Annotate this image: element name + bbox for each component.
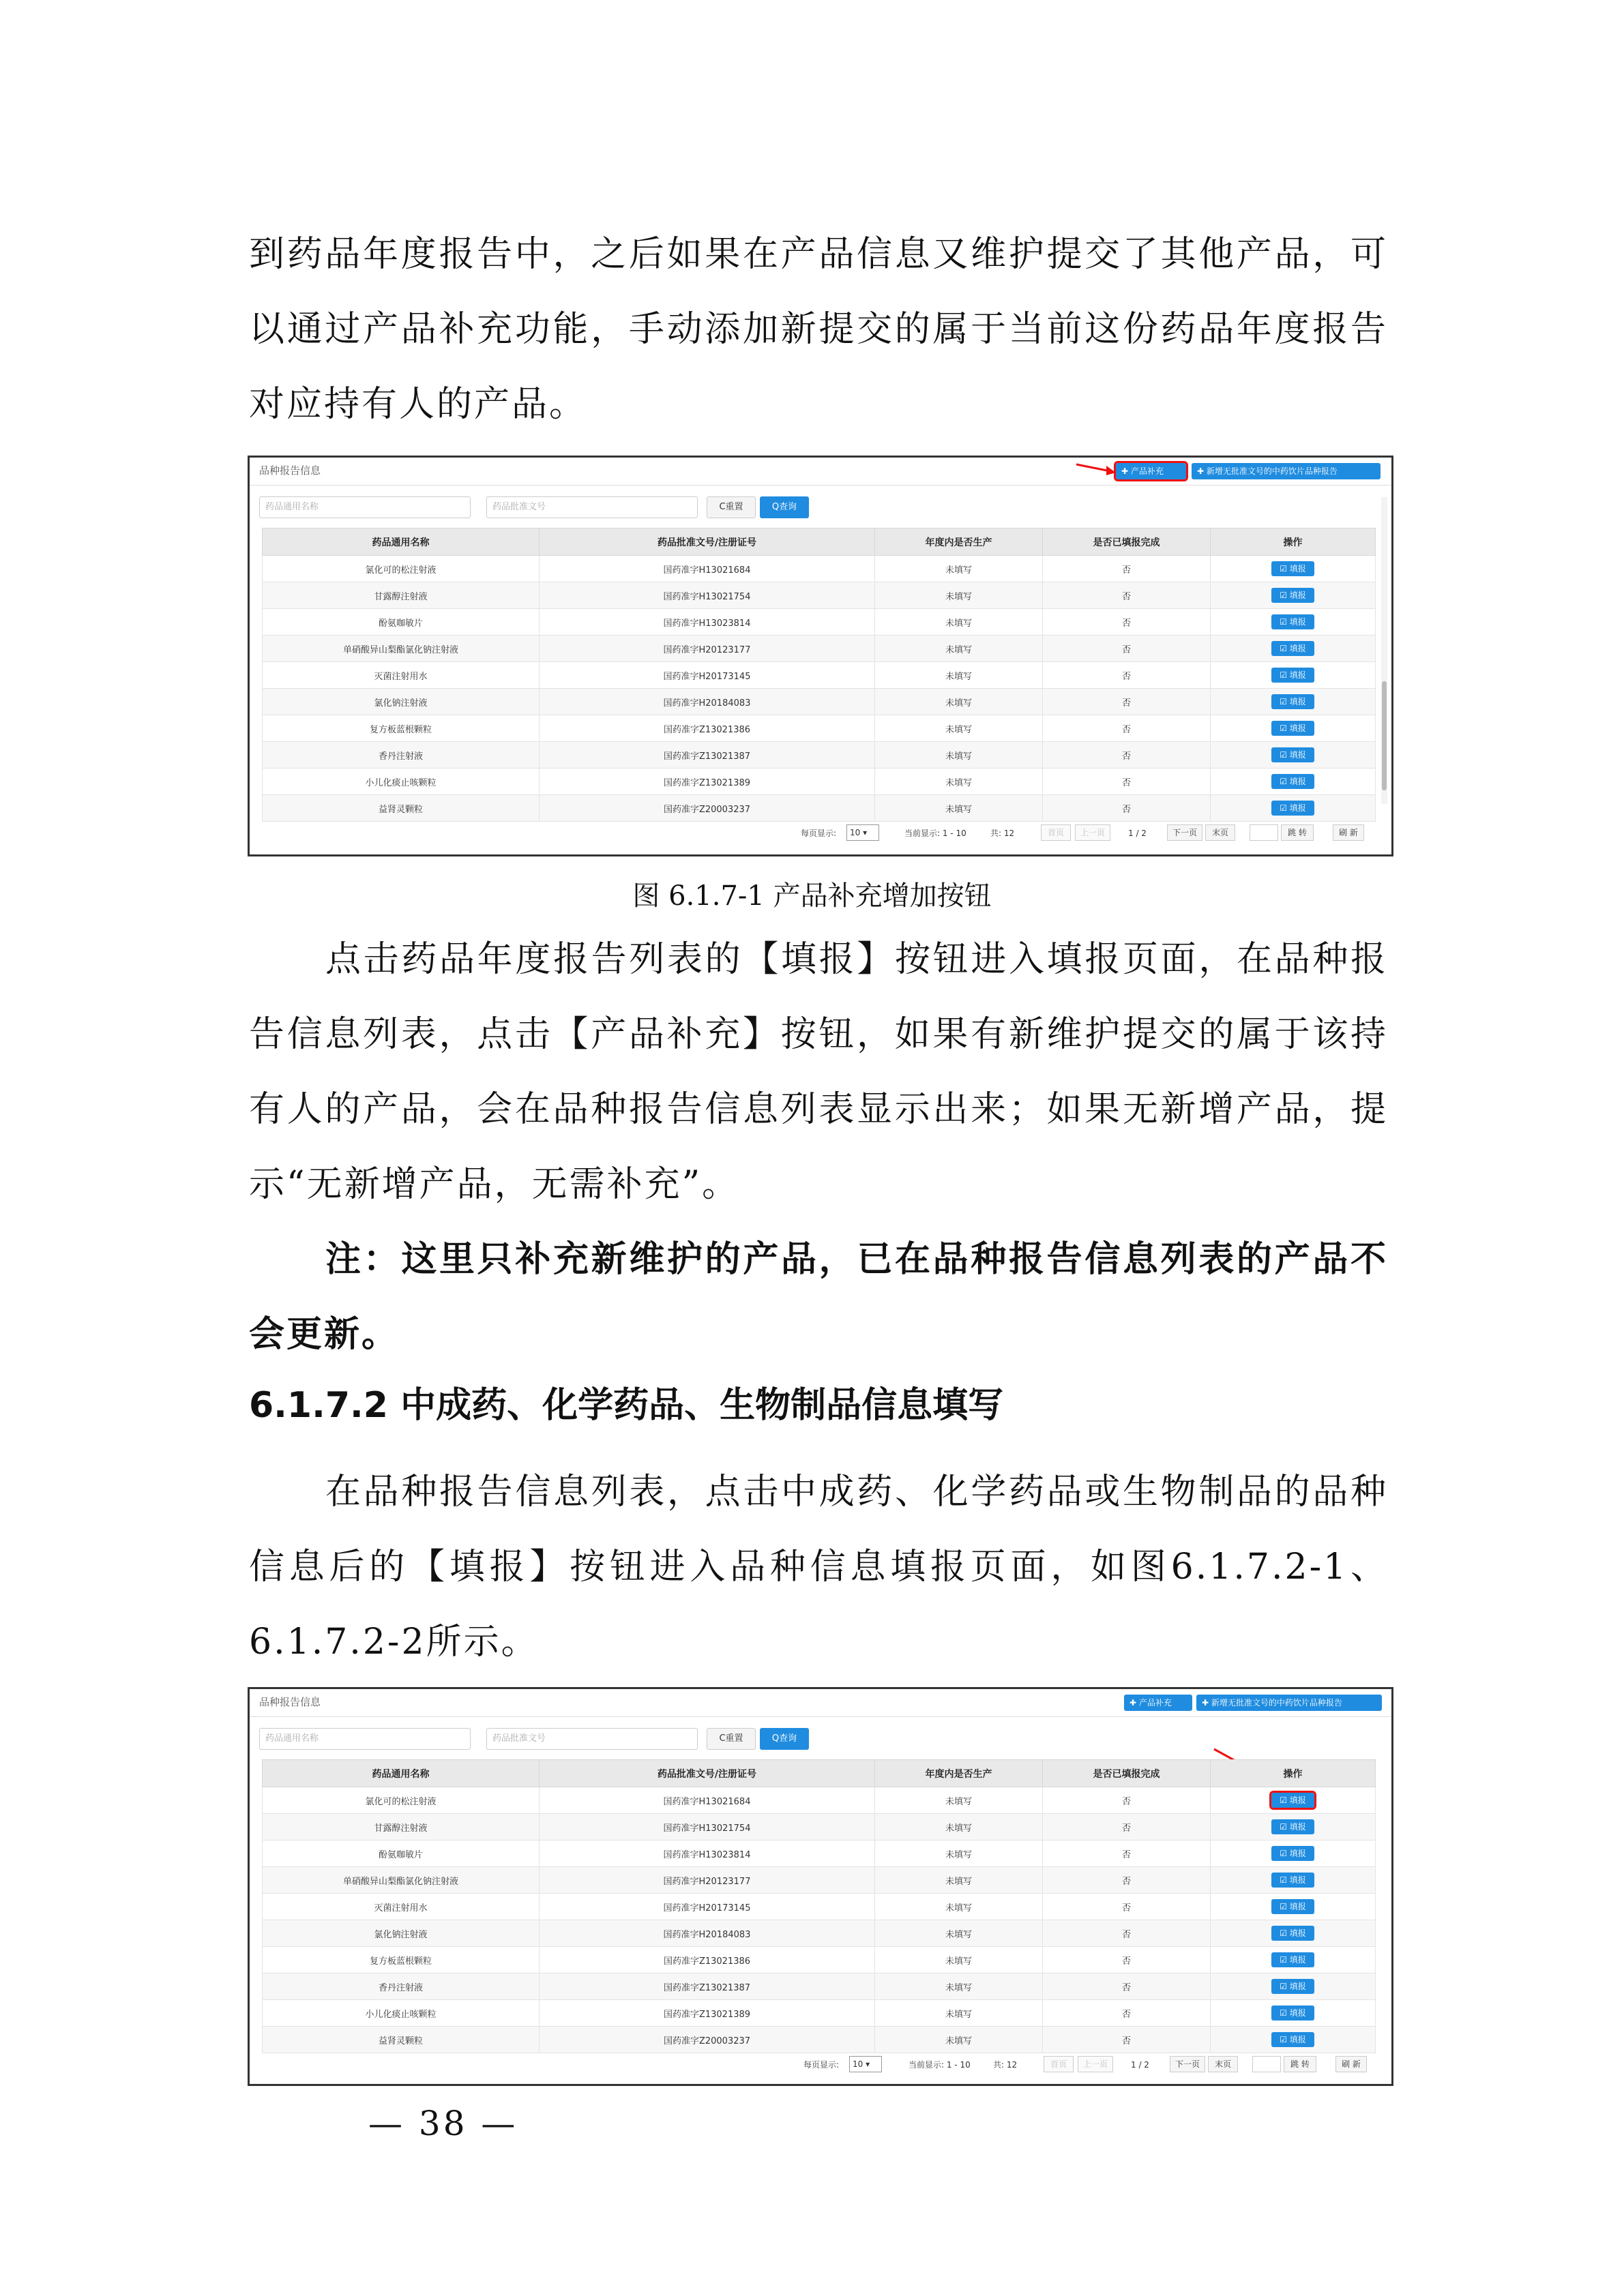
fill-report-button[interactable]: ☑ 填报	[1271, 2032, 1314, 2047]
approval-number-search-input[interactable]: 药品批准文号	[486, 496, 698, 518]
first-page-button[interactable]: 首页	[1041, 824, 1071, 841]
table-cell: 否	[1043, 582, 1211, 609]
drug-name-search-input[interactable]: 药品通用名称	[259, 1728, 471, 1750]
fill-report-button[interactable]: ☑ 填报	[1271, 2006, 1314, 2021]
table-row	[263, 2027, 1376, 2053]
page-indicator: 1 / 2	[1131, 2060, 1149, 2070]
table-cell: 未填写	[875, 1867, 1043, 1894]
approval-number-search-input[interactable]: 药品批准文号	[486, 1728, 698, 1750]
fill-report-button[interactable]: ☑ 填报	[1271, 1793, 1314, 1808]
jump-page-input[interactable]	[1250, 824, 1278, 841]
table-cell: 甘露醇注射液	[263, 1814, 540, 1840]
table-cell: 未填写	[875, 689, 1043, 715]
table-cell: 国药准字Z20003237	[540, 795, 875, 822]
range-text: 当前显示: 1 - 10	[904, 829, 966, 838]
action-cell	[1211, 609, 1376, 636]
table-cell: 国药准字H13023814	[540, 1840, 875, 1867]
action-cell	[1211, 2027, 1376, 2053]
figure-caption: 图 6.1.7-1 产品补充增加按钮	[632, 880, 992, 912]
table-cell: 未填写	[875, 2000, 1043, 2027]
table-cell: 否	[1043, 689, 1211, 715]
table-cell: 国药准字Z20003237	[540, 2027, 875, 2053]
per-page-select[interactable]: 10 ▾	[846, 824, 879, 841]
action-cell	[1211, 1973, 1376, 2000]
reset-button[interactable]: C重置	[707, 496, 756, 518]
paragraph-instructions: 点击药品年度报告列表的【填报】按钮进入填报页面，在品种报告信息列表，点击【产品补充】按钮，如果有新维护提交的属于该持有人的产品，会在品种报告信息列表显示出来；如果无新增产品，提示“无新增产品，无需补充”。	[249, 939, 1388, 1205]
fill-report-button[interactable]: ☑ 填报	[1271, 721, 1314, 736]
table-row	[263, 795, 1376, 822]
table-row	[263, 556, 1376, 582]
table-cell: 国药准字H20184083	[540, 689, 875, 715]
action-cell	[1211, 1867, 1376, 1894]
screenshot-figure-2	[248, 1687, 1393, 2086]
table-cell: 单硝酸异山梨酯氯化钠注射液	[263, 636, 540, 662]
action-cell	[1211, 1814, 1376, 1840]
table-cell: 未填写	[875, 1920, 1043, 1947]
table-cell: 酚氨咖敏片	[263, 609, 540, 636]
table-row	[263, 1814, 1376, 1840]
page-number: — 38 —	[368, 2104, 518, 2143]
table-cell: 未填写	[875, 2027, 1043, 2053]
range-text: 当前显示: 1 - 10	[909, 2060, 971, 2070]
table-cell: 否	[1043, 1920, 1211, 1947]
table-cell: 甘露醇注射液	[263, 582, 540, 609]
action-cell	[1211, 1840, 1376, 1867]
table-cell: 国药准字Z13021387	[540, 1973, 875, 2000]
jump-page-input[interactable]	[1252, 2056, 1281, 2072]
table-cell: 否	[1043, 1840, 1211, 1867]
fill-report-button[interactable]: ☑ 填报	[1271, 1873, 1314, 1888]
table-cell: 益肾灵颗粒	[263, 2027, 540, 2053]
table-row	[263, 1920, 1376, 1947]
table-cell: 国药准字H13021754	[540, 1814, 875, 1840]
table-cell: 国药准字Z13021386	[540, 715, 875, 742]
query-button[interactable]: Q查询	[760, 496, 809, 518]
per-page-label: 每页显示:	[803, 2060, 840, 2070]
next-page-button[interactable]: 下一页	[1170, 2056, 1205, 2072]
table-cell: 未填写	[875, 1947, 1043, 1973]
table-cell: 氯化可的松注射液	[263, 556, 540, 582]
scrollbar[interactable]	[1381, 497, 1387, 804]
table-cell: 否	[1043, 795, 1211, 822]
action-cell	[1211, 795, 1376, 822]
jump-button[interactable]: 跳 转	[1284, 2056, 1316, 2072]
table-row	[263, 1867, 1376, 1894]
per-page-label: 每页显示:	[801, 829, 837, 838]
table-cell: 国药准字H20173145	[540, 1894, 875, 1920]
table-row	[263, 1840, 1376, 1867]
red-arrow-icon	[1075, 462, 1119, 478]
column-header: 药品批准文号/注册证号	[540, 528, 875, 556]
report-table	[262, 1759, 1376, 2053]
table-cell: 否	[1043, 769, 1211, 795]
next-page-button[interactable]: 下一页	[1167, 824, 1202, 841]
table-cell: 未填写	[875, 1814, 1043, 1840]
table-row	[263, 715, 1376, 742]
product-supplement-button[interactable]: ✚ 产品补充	[1116, 463, 1186, 479]
table-cell: 国药准字Z13021389	[540, 769, 875, 795]
refresh-button[interactable]: 刷 新	[1333, 824, 1364, 841]
table-cell: 国药准字H20123177	[540, 1867, 875, 1894]
fill-report-button[interactable]: ☑ 填报	[1271, 668, 1314, 683]
action-cell	[1211, 1787, 1376, 1814]
table-cell: 未填写	[875, 636, 1043, 662]
first-page-button[interactable]: 首页	[1044, 2056, 1074, 2072]
action-cell	[1211, 715, 1376, 742]
table-cell: 国药准字H13021754	[540, 582, 875, 609]
table-cell: 小儿化痰止咳颗粒	[263, 2000, 540, 2027]
table-cell: 国药准字H13023814	[540, 609, 875, 636]
table-cell: 氯化钠注射液	[263, 1920, 540, 1947]
table-cell: 复方板蓝根颗粒	[263, 715, 540, 742]
action-cell	[1211, 1894, 1376, 1920]
column-header: 操作	[1211, 1760, 1376, 1787]
total-text: 共: 12	[990, 829, 1015, 838]
prev-page-button[interactable]: 上一页	[1078, 2056, 1113, 2072]
fill-report-button[interactable]: ☑ 填报	[1271, 1926, 1314, 1941]
table-row	[263, 1894, 1376, 1920]
fill-report-button[interactable]: ☑ 填报	[1271, 1846, 1314, 1861]
refresh-button[interactable]: 刷 新	[1335, 2056, 1367, 2072]
table-row	[263, 1787, 1376, 1814]
table-row	[263, 689, 1376, 715]
divider	[250, 485, 1391, 486]
table-row	[263, 636, 1376, 662]
table-cell: 灭菌注射用水	[263, 1894, 540, 1920]
fill-report-button[interactable]: ☑ 填报	[1271, 588, 1314, 603]
fill-report-button[interactable]: ☑ 填报	[1271, 1952, 1314, 1967]
table-cell: 未填写	[875, 582, 1043, 609]
fill-report-button[interactable]: ☑ 填报	[1271, 1819, 1314, 1834]
new-report-button[interactable]: ✚ 新增无批准文号的中药饮片品种报告	[1192, 463, 1381, 479]
action-cell	[1211, 742, 1376, 769]
action-cell	[1211, 1947, 1376, 1973]
drug-name-search-input[interactable]: 药品通用名称	[259, 496, 471, 518]
column-header: 药品通用名称	[263, 1760, 540, 1787]
paragraph-intro: 到药品年度报告中，之后如果在产品信息又维护提交了其他产品，可以通过产品补充功能，手动添加新提交的属于当前这份药品年度报告对应持有人的产品。	[249, 234, 1388, 425]
new-report-button[interactable]: ✚ 新增无批准文号的中药饮片品种报告	[1196, 1695, 1382, 1711]
total-text: 共: 12	[993, 2060, 1018, 2070]
action-cell	[1211, 2000, 1376, 2027]
table-cell: 益肾灵颗粒	[263, 795, 540, 822]
per-page-select[interactable]: 10 ▾	[849, 2056, 882, 2072]
panel-title: 品种报告信息	[259, 464, 321, 477]
fill-report-button[interactable]: ☑ 填报	[1271, 614, 1314, 629]
table-cell: 未填写	[875, 662, 1043, 689]
table-cell: 未填写	[875, 556, 1043, 582]
action-cell	[1211, 636, 1376, 662]
table-row	[263, 662, 1376, 689]
table-cell: 未填写	[875, 609, 1043, 636]
table-cell: 否	[1043, 556, 1211, 582]
column-header: 年度内是否生产	[875, 528, 1043, 556]
query-button[interactable]: Q查询	[760, 1728, 809, 1750]
fill-report-button[interactable]: ☑ 填报	[1271, 801, 1314, 816]
table-row	[263, 609, 1376, 636]
table-cell: 否	[1043, 636, 1211, 662]
column-header: 年度内是否生产	[875, 1760, 1043, 1787]
table-cell: 未填写	[875, 769, 1043, 795]
column-header: 药品批准文号/注册证号	[540, 1760, 875, 1787]
table-cell: 否	[1043, 1814, 1211, 1840]
table-row	[263, 2000, 1376, 2027]
section-heading: 6.1.7.2 中成药、化学药品、生物制品信息填写	[249, 1385, 1004, 1426]
action-cell	[1211, 769, 1376, 795]
product-supplement-button[interactable]: ✚ 产品补充	[1124, 1695, 1192, 1711]
table-cell: 复方板蓝根颗粒	[263, 1947, 540, 1973]
table-cell: 灭菌注射用水	[263, 662, 540, 689]
table-cell: 氯化可的松注射液	[263, 1787, 540, 1814]
table-cell: 氯化钠注射液	[263, 689, 540, 715]
last-page-button[interactable]: 末页	[1208, 2056, 1238, 2072]
table-row	[263, 582, 1376, 609]
table-cell: 国药准字H13021684	[540, 556, 875, 582]
table-cell: 国药准字Z13021389	[540, 2000, 875, 2027]
table-cell: 否	[1043, 1894, 1211, 1920]
panel-title: 品种报告信息	[259, 1696, 321, 1708]
table-cell: 否	[1043, 2000, 1211, 2027]
action-cell	[1211, 662, 1376, 689]
table-cell: 未填写	[875, 742, 1043, 769]
action-cell	[1211, 582, 1376, 609]
action-cell	[1211, 556, 1376, 582]
table-cell: 未填写	[875, 1894, 1043, 1920]
fill-report-button[interactable]: ☑ 填报	[1271, 774, 1314, 789]
report-table	[262, 528, 1376, 822]
table-cell: 未填写	[875, 1973, 1043, 2000]
table-cell: 小儿化痰止咳颗粒	[263, 769, 540, 795]
column-header: 是否已填报完成	[1043, 1760, 1211, 1787]
fill-report-button[interactable]: ☑ 填报	[1271, 641, 1314, 656]
reset-button[interactable]: C重置	[707, 1728, 756, 1750]
table-cell: 香丹注射液	[263, 742, 540, 769]
table-cell: 未填写	[875, 1787, 1043, 1814]
table-cell: 否	[1043, 609, 1211, 636]
table-cell: 否	[1043, 662, 1211, 689]
table-cell: 否	[1043, 1867, 1211, 1894]
table-cell: 国药准字H13021684	[540, 1787, 875, 1814]
column-header: 操作	[1211, 528, 1376, 556]
table-cell: 国药准字H20184083	[540, 1920, 875, 1947]
table-cell: 否	[1043, 2027, 1211, 2053]
table-cell: 酚氨咖敏片	[263, 1840, 540, 1867]
table-cell: 否	[1043, 1947, 1211, 1973]
table-cell: 未填写	[875, 1840, 1043, 1867]
screenshot-figure-1	[248, 456, 1393, 856]
fill-report-button[interactable]: ☑ 填报	[1271, 561, 1314, 576]
table-cell: 国药准字H20123177	[540, 636, 875, 662]
scrollbar-thumb[interactable]	[1382, 681, 1387, 790]
action-cell	[1211, 1920, 1376, 1947]
table-row	[263, 769, 1376, 795]
table-cell: 国药准字Z13021387	[540, 742, 875, 769]
table-cell: 否	[1043, 742, 1211, 769]
fill-report-button[interactable]: ☑ 填报	[1271, 747, 1314, 762]
table-cell: 否	[1043, 1787, 1211, 1814]
fill-report-button[interactable]: ☑ 填报	[1271, 1899, 1314, 1914]
last-page-button[interactable]: 末页	[1205, 824, 1235, 841]
page-indicator: 1 / 2	[1128, 829, 1147, 838]
column-header: 药品通用名称	[263, 528, 540, 556]
paragraph-fill-instructions: 在品种报告信息列表，点击中成药、化学药品或生物制品的品种信息后的【填报】按钮进入品种信息填报页面，如图6.1.7.2-1、6.1.7.2-2所示。	[249, 1472, 1388, 1663]
table-cell: 未填写	[875, 795, 1043, 822]
fill-report-button[interactable]: ☑ 填报	[1271, 694, 1314, 709]
action-cell	[1211, 689, 1376, 715]
divider	[250, 1716, 1391, 1717]
paragraph-note: 注：这里只补充新维护的产品，已在品种报告信息列表的产品不会更新。	[249, 1239, 1388, 1355]
jump-button[interactable]: 跳 转	[1281, 824, 1314, 841]
table-row	[263, 742, 1376, 769]
fill-report-button[interactable]: ☑ 填报	[1271, 1979, 1314, 1994]
table-row	[263, 1947, 1376, 1973]
table-cell: 未填写	[875, 715, 1043, 742]
table-cell: 单硝酸异山梨酯氯化钠注射液	[263, 1867, 540, 1894]
table-cell: 否	[1043, 1973, 1211, 2000]
table-cell: 国药准字Z13021386	[540, 1947, 875, 1973]
table-row	[263, 1973, 1376, 2000]
prev-page-button[interactable]: 上一页	[1075, 824, 1110, 841]
table-cell: 香丹注射液	[263, 1973, 540, 2000]
table-cell: 否	[1043, 715, 1211, 742]
column-header: 是否已填报完成	[1043, 528, 1211, 556]
table-cell: 国药准字H20173145	[540, 662, 875, 689]
